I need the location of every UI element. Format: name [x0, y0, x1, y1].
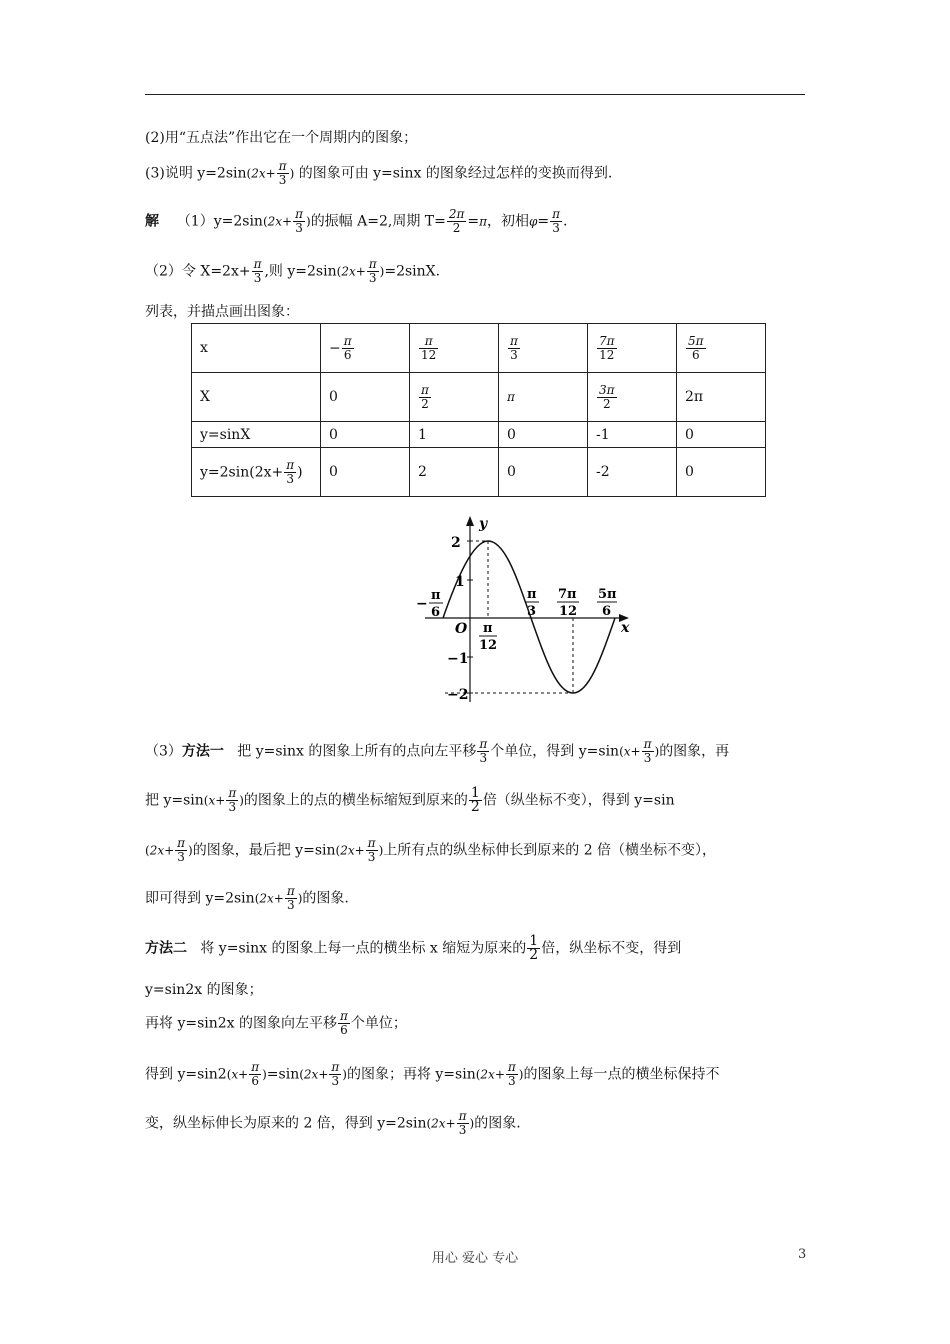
solution-part-2: （2）令 X=2x+ $\frac{\pi}{3}$ ,则 y=2sin(2x+ $\frac{\pi}{3}$ )=2sinX. [145, 257, 441, 285]
method2-line-1: 方法二 将 y=sinx 的图象上每一点的横坐标 x 缩短为原来的 $\frac{1}{2}$ 倍，纵坐标不变，得到 [145, 933, 682, 963]
page-number: 3 [798, 1247, 807, 1262]
y-tick-neg2: −2 [447, 687, 469, 703]
method1-line-3: (2x+ $\frac{\pi}{3}$ )的图象，最后把 y=sin(2x+ $\frac{\pi}{3}$ )上所有点的纵坐标伸长到原来的 2 倍（横坐标不变）， [145, 836, 717, 864]
svg-text:12: 12 [479, 638, 498, 653]
sine-graph [405, 510, 635, 710]
method2-line-4: 得到 y=sin2(x+ $\frac{\pi}{6}$ )=sin(2x+ $\frac{\pi}{3}$ )的图象；再将 y=sin(2x+ $\frac{\pi}{3}$ )的图象上每一点的横坐标保持不 [145, 1060, 720, 1088]
svg-text:π: π [527, 587, 537, 602]
x-axis-label: x [621, 620, 630, 636]
method1-title: 方法一 [181, 743, 224, 760]
table-row-sinX: y=sinX 0 1 0 -1 0 [192, 422, 766, 448]
origin-label: O [455, 621, 468, 637]
svg-text:7π: 7π [558, 587, 577, 602]
method1-line-4: 即可得到 y=2sin(2x+ $\frac{\pi}{3}$ )的图象. [145, 884, 349, 912]
method2-line-3: 再将 y=sin2x 的图象向左平移 $\frac{\pi}{6}$ 个单位； [145, 1009, 407, 1037]
x-label-5pi-6 [597, 587, 617, 619]
table-row-2sin: y=2sin(2x+ $\frac{\pi}{3}$ ) 0 2 0 -2 0 [192, 448, 766, 497]
solution-label: 解 [145, 213, 159, 230]
y-tick-2: 2 [451, 535, 461, 551]
y-axis-arrow-icon [466, 516, 474, 526]
method1-line-1: （3）方法一 把 y=sinx 的图象上所有的点向左平移 $\frac{\pi}{3}$ 个单位，得到 y=sin(x+ $\frac{\pi}{3}$ )的图象，再 [145, 737, 730, 765]
problem-item-3: (3)说明 y=2sin(2x+ $\frac{\pi}{3}$ ) 的图象可由 y=sinx 的图象经过怎样的变换而得到. [145, 159, 613, 187]
svg-text:π: π [483, 621, 493, 636]
x-label-7pi-12 [557, 587, 579, 619]
svg-text:π: π [431, 588, 441, 603]
y-tick-neg1: −1 [447, 651, 469, 667]
footer-motto: 用心 爱心 专心 [431, 1251, 519, 1266]
problem-item-2: (2)用“五点法”作出它在一个周期内的图象； [145, 130, 418, 146]
svg-text:12: 12 [559, 604, 578, 619]
y-tick-1: 1 [455, 574, 465, 590]
svg-text:6: 6 [431, 605, 441, 620]
table-row-X: X 0 $\frac{\pi}{2}$ π $\frac{3\pi}{2}$ 2π [192, 373, 766, 422]
table-row-x: x − $\frac{\pi}{6}$ $\frac{\pi}{12}$ $\frac{\pi}{3}$ $\frac{7\pi}{12}$ $\frac{5\pi}{6}$ [192, 324, 766, 373]
method2-line-2: y=sin2x 的图象； [145, 982, 263, 998]
method2-line-5: 变，纵坐标伸长为原来的 2 倍，得到 y=2sin(2x+ $\frac{\pi}{3}$ )的图象. [145, 1109, 521, 1137]
x-label-neg-pi-6 [416, 588, 443, 620]
svg-text:6: 6 [602, 604, 612, 619]
method1-line-2: 把 y=sin(x+ $\frac{\pi}{3}$ )的图象上的点的横坐标缩短到原来的 $\frac{1}{2}$ 倍（纵坐标不变），得到 y=sin [145, 785, 675, 815]
table-intro: 列表，并描点画出图象： [145, 304, 299, 320]
y-axis-label: y [479, 516, 488, 532]
svg-text:5π: 5π [598, 587, 617, 602]
x-label-pi-3 [525, 587, 539, 619]
svg-text:−: − [416, 596, 428, 612]
method2-title: 方法二 [145, 940, 187, 957]
header-rule [145, 94, 805, 95]
value-table [191, 323, 766, 497]
x-label-pi-12 [479, 621, 497, 653]
solution-part-1: 解 （1）y=2sin(2x+ $\frac{\pi}{3}$ )的振幅 A=2,周期 T= $\frac{2\pi}{2}$ =π，初相φ= $\frac{\pi}{3}$ . [145, 207, 568, 235]
svg-text:3: 3 [527, 604, 537, 619]
